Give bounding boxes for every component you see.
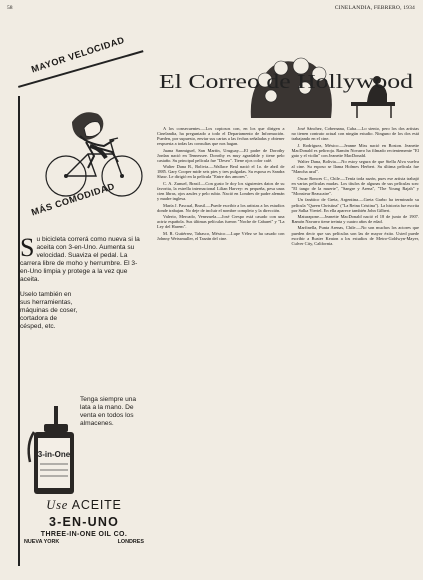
page-number: 58 — [7, 5, 13, 11]
letters-column — [157, 126, 419, 572]
letter-entry: Walter Dana B., Bolivia.—Wallace Beal nació el 1o. de abril de 1885. Gary Cooper mide seis pies y tres pulgadas. Su esposa es Sandra Shaw. Le dirigió en la película "Entre dos amores". — [157, 164, 285, 180]
ad-headline-top: MAYOR VELOCIDAD — [30, 34, 126, 75]
letter-entry: Marfinella, Punta Arenas, Chile.—No son muchos los actores que pueden decir que sus películas son las de mayor éxito. Usted puede escribir a Buster Keaton a los estudios de Metro-Goldwyn-Mayer, Culver City, California. — [291, 225, 419, 246]
column-title: El Correo de Hollywood — [159, 71, 413, 93]
letter-entry: Oscar Ronces C., Chile.—Tenía toda razón, pues ese artista trabajó en varias películas mudas. Los títulos de algunas de sus películas son: "El tango de la muerte", "Sangre y Arena", "The Young Rajah" y "Monsieur Beaucaire". — [291, 175, 419, 197]
letter-entry: Maturapone.—Jeanette MacDonald nació el 18 de junio de 1907. Ramón Navarro tiene treinta y cuatro años de edad. — [291, 213, 419, 225]
ad-tagline — [22, 498, 146, 545]
ad-city-right: LONDRES — [117, 539, 144, 545]
ad-paragraph-1: u bicicleta correrá como nueva si la aceita con 3-en-Uno. Aumenta su velocidad. Suaviza el pedal. La carrera libre de moho y herrumbre. El 3-en-Uno limpia y protege a la vez que aceita. — [20, 236, 140, 284]
letter-entry: C. A. Zunuel, Brasil.—Con gusto le doy los siguientes datos de su favorita, la estrella internacional Lilian Harvey: es pequeña, pesa unas cien libras, ojos azules y pelo rubio. Nació en Londres de padre alemán y madre inglesa. — [157, 180, 285, 202]
letter-entry: Juana Sanmiguel, San Martín, Uruguay.—El padre de Dorothy Jordan nació en Tennessee. Dorothy es muy agradable y tiene pelo castaño. Su principal película fue "Deseo". Tiene ojos color café. — [157, 147, 285, 163]
page-header — [7, 5, 415, 15]
ad-headline-bottom: MÁS COMODIDAD — [30, 181, 116, 218]
column-left — [157, 126, 285, 572]
oil-can-illustration — [24, 402, 78, 496]
ad-company: THREE-IN-ONE OIL CO. — [40, 531, 128, 538]
letter-entry: A los consecuentes.—Los copiosos con, en los que dirigen a Cinelandia, ha preguntado a todo el Departamento de Información. Pueden, por supuesto, enviar sus cartas a las fechas señaladas y obtener respuesta a todas las consultas que nos hagan. — [157, 126, 285, 147]
can-label: 3-in-One — [37, 450, 71, 459]
letter-entry: M. R. Gutiérrez, Tabasco, México.—Lupe Vélez se ha casado con Johnny Weissmuller, el Tarzán del cine. — [157, 230, 285, 241]
ad-product: ACEITE — [71, 498, 122, 512]
ad-city-left: NUEVA YORK — [24, 539, 60, 545]
ad-paragraph-2: Uselo también en sus herramientas, máquinas de coser, cortadora de césped, etc. — [20, 290, 78, 330]
letter-entry: Valerio, Mercado, Venezuela.—José Crespo está casado con una actriz española. Sus últimas películas fueron "Noche de Cabaret" y "La Ley del Harem". — [157, 213, 285, 230]
letter-entry: Un fanático de Greta, Argentina.—Greta Garbo ha terminado su película "Queen Christina" ("La Reina Cristina"). La historia fue escrita por Salka Viertel. En ella aparece también John Gilbert. — [291, 197, 419, 213]
ad-body — [20, 233, 140, 337]
magazine-title: CINELANDIA, FEBRERO, 1934 — [334, 5, 415, 11]
cyclist-illustration — [36, 92, 144, 202]
drop-cap: S — [20, 233, 35, 262]
ad-paragraph-3: Tenga siempre una lata a la mano. De venta en todos los almacenes. — [80, 396, 137, 428]
letter-entry: María J. Pascual, Brasil.—Puede escribir a los artistas a los estudios donde trabajan. No deje de incluir el nombre completo y la dirección. — [157, 202, 285, 213]
letter-entry: José Sánchez, Cobernana, Cuba.—Lo siento, pero los dos artistas no tienen contrato actual con ningún estudio. Ninguno de los dos está trabajando en el cine. — [291, 126, 419, 142]
letter-entry: Walter Dana, Bolivia.—No estoy segura de que Stella Alva vuelva al cine. Su esposo se llama Holmes Herbert. Su última película fue "Mancha azul". — [291, 159, 419, 175]
ad-use-word: Use — [46, 498, 69, 512]
ad-brand: 3-EN-UNO — [48, 515, 120, 529]
column-right — [292, 126, 420, 572]
letter-entry: J. Rodríguez, México.—Jeanne Miss nació en Boston. Jeanette MacDonald es pelirroja. Ramón Novarro ha filmado recientemente "El gato y el violín" con Jeanette MacDonald. — [291, 142, 419, 158]
column-banner — [155, 52, 417, 122]
